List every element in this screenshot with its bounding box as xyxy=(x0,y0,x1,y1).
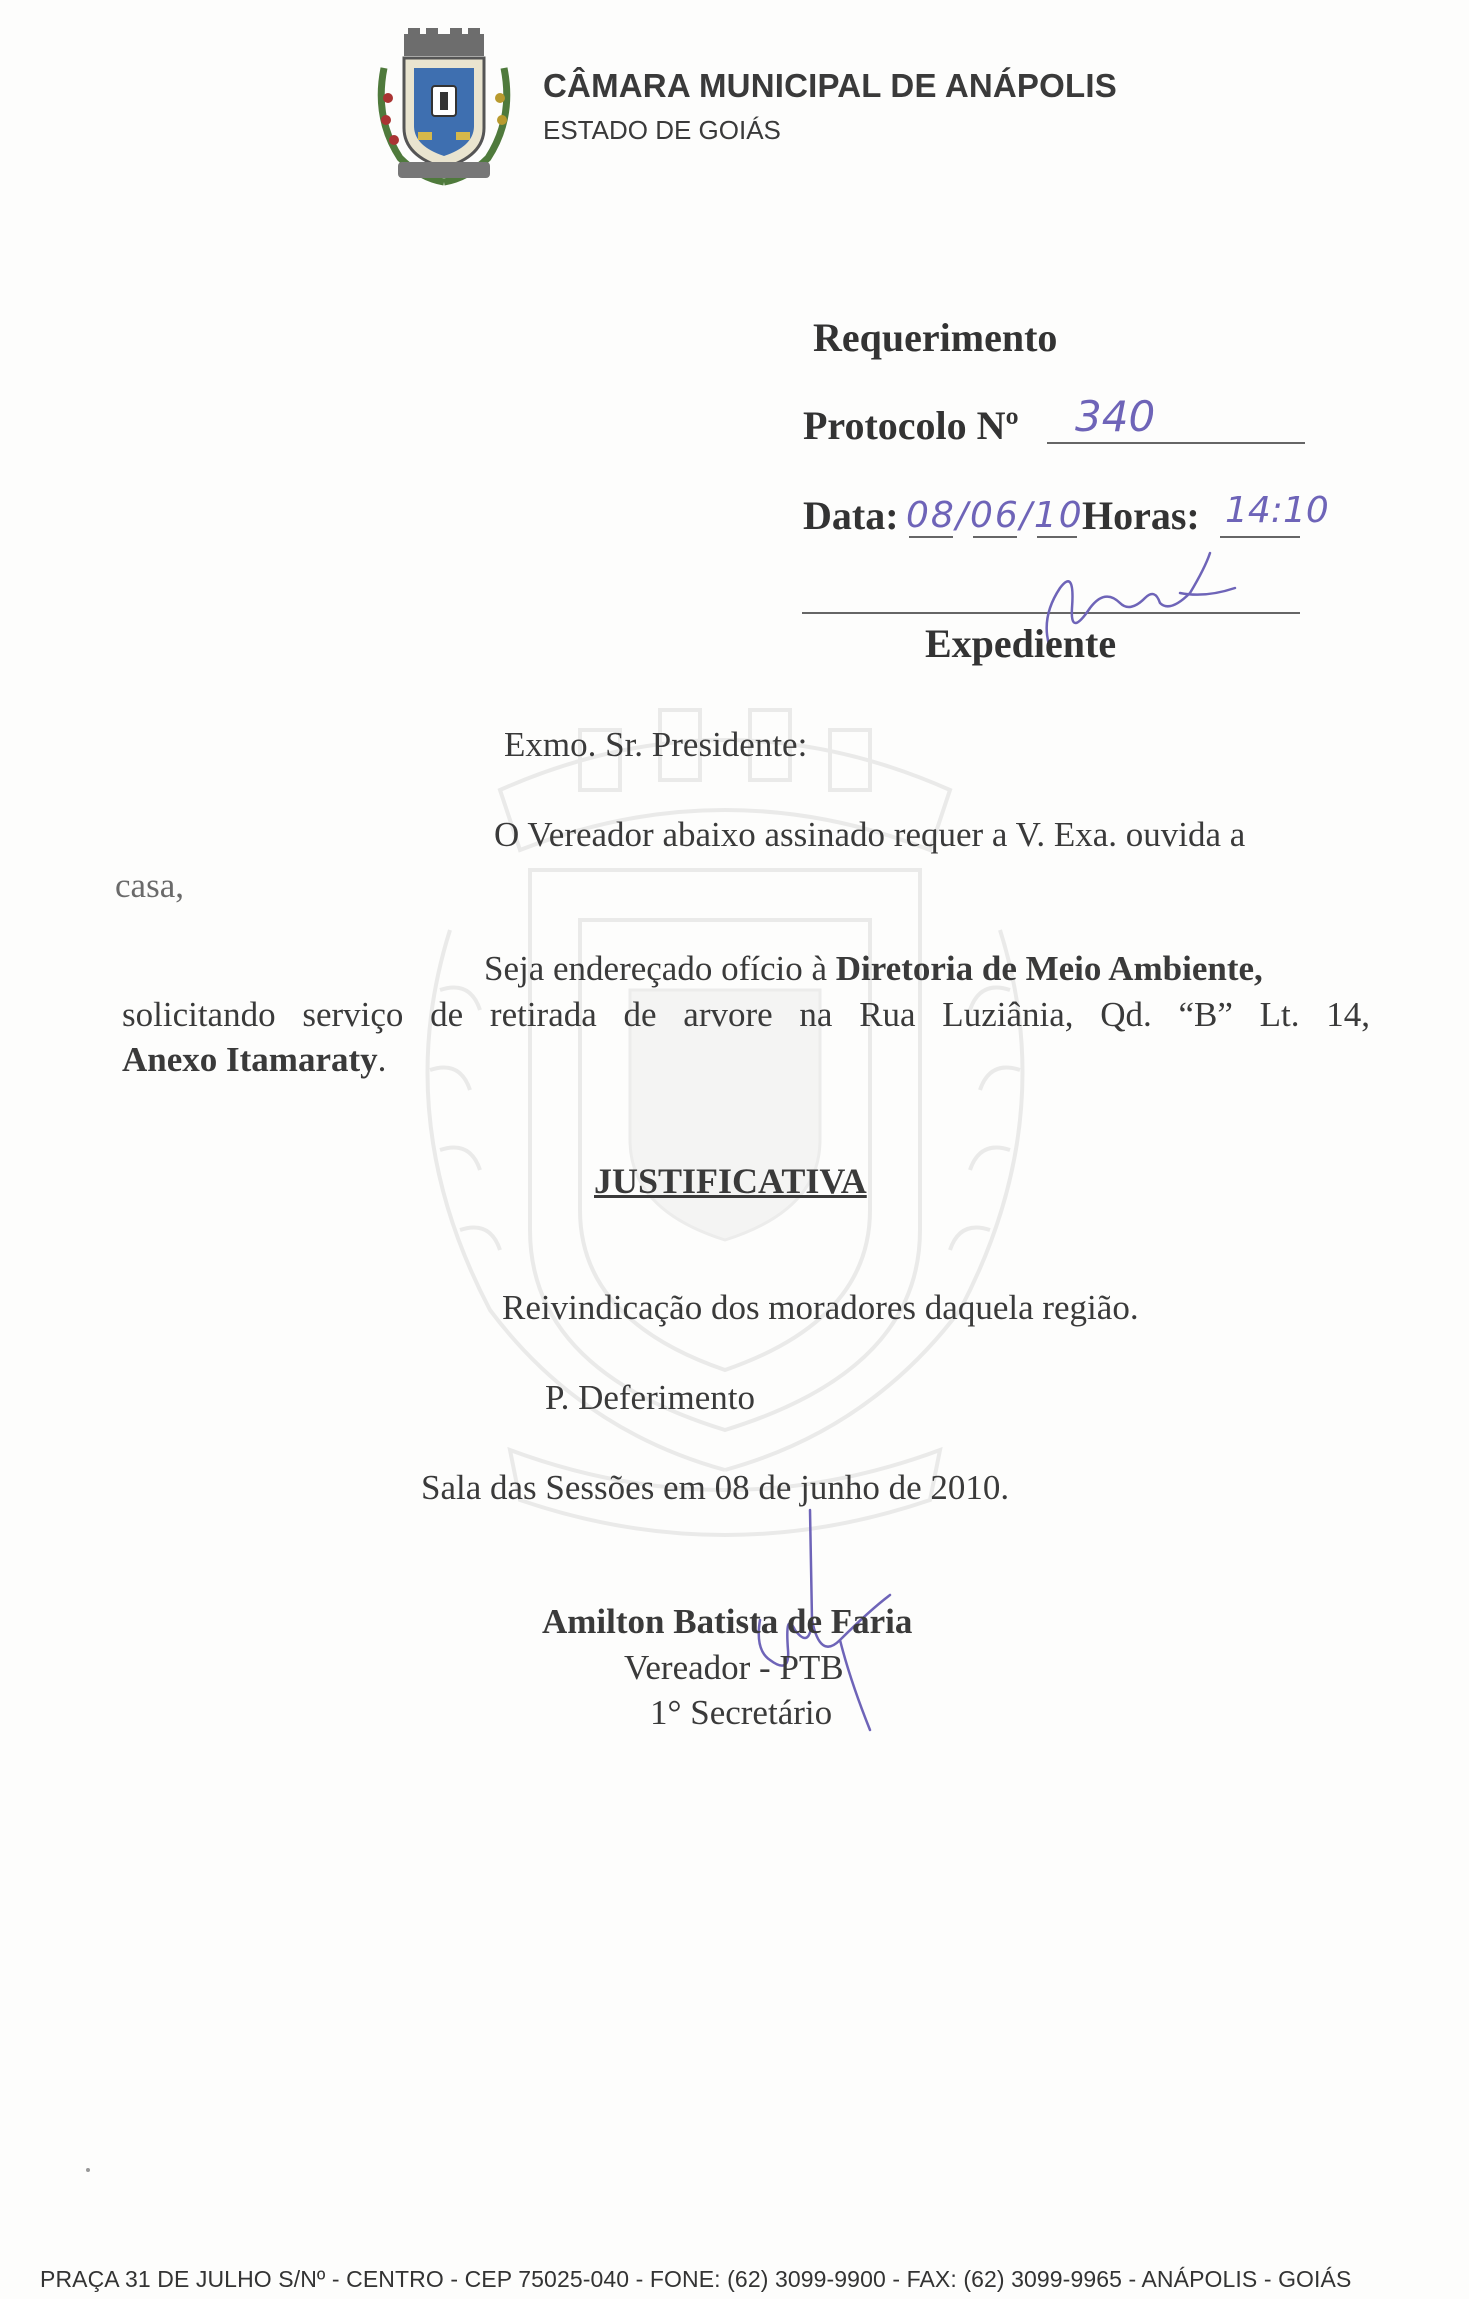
protocol-number-handwritten: 340 xyxy=(1075,392,1156,441)
municipal-seal-logo xyxy=(370,28,518,186)
request-detail-line xyxy=(122,1040,386,1080)
hours-handwritten: 14:10 xyxy=(1225,490,1329,531)
protocol-label: Protocolo Nº xyxy=(803,403,1019,448)
department-name: Diretoria de Meio Ambiente, xyxy=(835,949,1263,988)
justification-heading: JUSTIFICATIVA xyxy=(594,1161,867,1201)
signatory-office: 1° Secretário xyxy=(650,1693,833,1732)
footer-address: PRAÇA 31 DE JULHO S/Nº - CENTRO - CEP 75025-040 - FONE: (62) 3099-9900 - FAX: (62) 3099-9965 - ANÁPOLIS - GOIÁS xyxy=(40,2266,1352,2292)
justification-text: Reivindicação dos moradores daquela região. xyxy=(502,1288,1139,1327)
request-detail-line: solicitando serviço de retirada de arvore na Rua Luziânia, Qd. “B” Lt. 14, xyxy=(122,995,1370,1034)
date-underline xyxy=(1037,536,1077,538)
date-label: Data: xyxy=(803,493,899,538)
date-underline xyxy=(973,536,1017,538)
request-detail-text: Seja endereçado ofício à xyxy=(484,949,836,988)
date-handwritten: 08/06/10 xyxy=(906,495,1084,536)
sentence-end: . xyxy=(377,1040,387,1079)
coat-of-arms-watermark xyxy=(330,670,1120,1550)
protocol-underline xyxy=(1047,442,1305,444)
request-title: Requerimento xyxy=(813,315,1058,360)
request-paragraph-line: O Vereador abaixo assinado requer a V. Exa. ouvida a xyxy=(494,815,1246,854)
place-and-date: Sala das Sessões em 08 de junho de 2010. xyxy=(421,1468,1010,1507)
dispatch-label: Expediente xyxy=(925,621,1117,666)
request-paragraph-line: casa, xyxy=(115,866,184,905)
salutation: Exmo. Sr. Presidente: xyxy=(504,725,808,764)
institution-name: CÂMARA MUNICIPAL DE ANÁPOLIS xyxy=(543,67,1117,104)
hours-underline xyxy=(1220,536,1300,538)
request-detail-line xyxy=(484,949,1263,989)
neighborhood-name: Anexo Itamaraty xyxy=(122,1040,378,1079)
scan-speck xyxy=(86,2168,90,2172)
closing-text: P. Deferimento xyxy=(545,1378,755,1417)
signatory-name: Amilton Batista de Faria xyxy=(542,1602,913,1641)
hours-label: Horas: xyxy=(1082,493,1200,538)
institution-state: ESTADO DE GOIÁS xyxy=(543,115,781,145)
signatory-role: Vereador - PTB xyxy=(624,1648,844,1687)
date-underline xyxy=(909,536,953,538)
